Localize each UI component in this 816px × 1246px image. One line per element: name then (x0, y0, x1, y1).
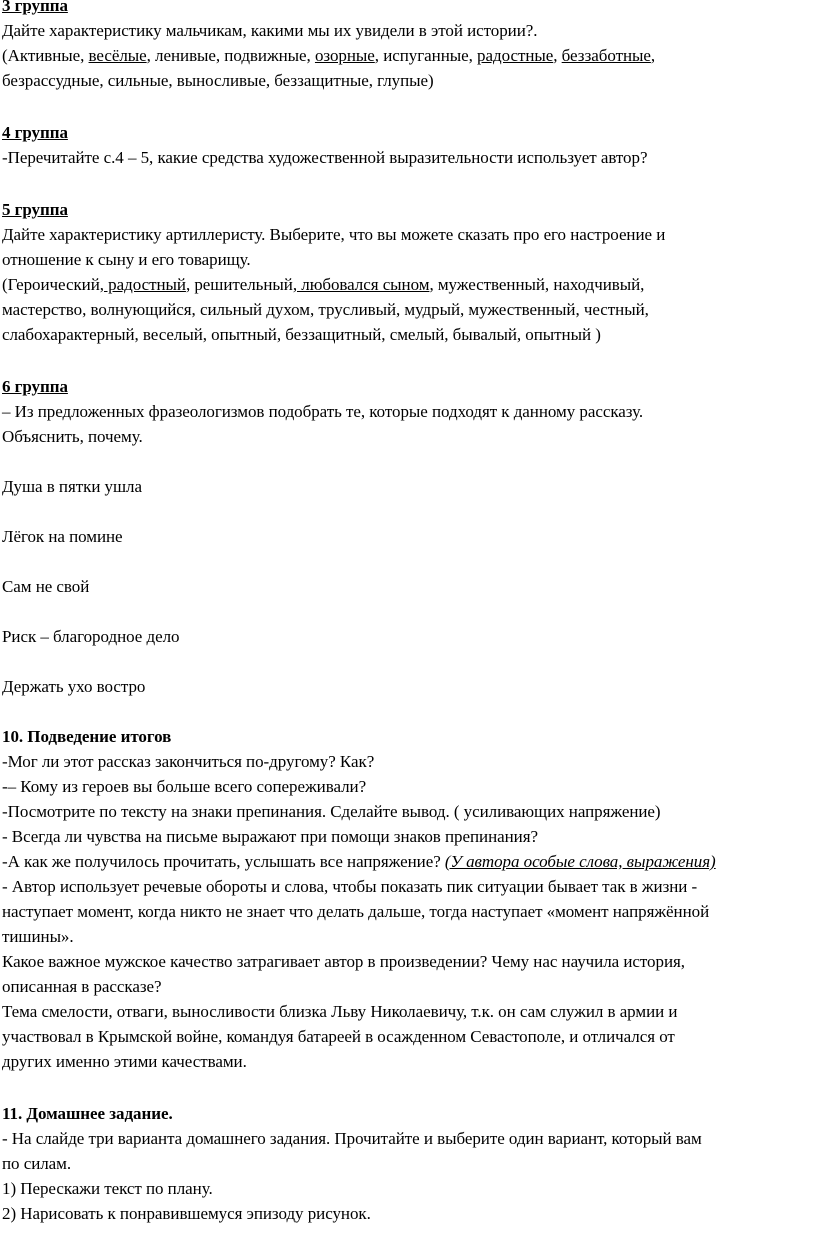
section10-heading: 10. Подведение итогов (2, 727, 172, 746)
section10-paragraph-line: тишины». (2, 927, 74, 946)
idiom-item: Держать ухо востро (2, 677, 146, 696)
underlined-word: , радостный (99, 275, 186, 294)
section10-paragraph-line: Какое важное мужское качество затрагивает автор в произведении? Чему нас научила история, (2, 952, 685, 971)
group4-heading: 4 группа (2, 123, 68, 142)
underlined-word: озорные (314, 46, 375, 65)
idiom-item: Лёгок на помине (2, 527, 123, 546)
section10-question: - Всегда ли чувства на письме выражают при помощи знаков препинания? (2, 827, 538, 846)
group3-options-line1: (Активные, весёлые, ленивые, подвижные, озорные, испуганные, радостные, беззаботные, (2, 46, 656, 65)
underlined-word: , любовался сыном (292, 275, 430, 294)
section10-question: -– Кому из героев вы больше всего сопереживали? (2, 777, 367, 796)
section11-line: - На слайде три варианта домашнего задания. Прочитайте и выберите один вариант, который вам (2, 1129, 702, 1148)
section10-question: -Мог ли этот рассказ закончиться по-другому? Как? (2, 752, 375, 771)
section10-question: -Посмотрите по тексту на знаки препинания. Сделайте вывод. ( усиливающих напряжение) (2, 802, 661, 821)
group5-task-line1: Дайте характеристику артиллеристу. Выберите, что вы можете сказать про его настроение и (2, 225, 666, 244)
section10-question: -А как же получилось прочитать, услышать все напряжение? (У автора особые слова, выражения) (2, 852, 716, 871)
group5-task-line2: отношение к сыну и его товарищу. (2, 250, 251, 269)
section10-paragraph-line: Тема смелости, отваги, выносливости близка Льву Николаевичу, т.к. он сам служил в армии и (2, 1002, 678, 1021)
section10-paragraph-line: наступает момент, когда никто не знает что делать дальше, тогда наступает «момент напряжённой (2, 902, 710, 921)
underlined-word: весёлые (88, 46, 147, 65)
section11-line: по силам. (2, 1154, 72, 1173)
group3-heading: 3 группа (2, 0, 68, 15)
group5-options-line2: мастерство, волнующийся, сильный духом, трусливый, мудрый, мужественный, честный, (2, 300, 649, 319)
underlined-word: радостные (477, 46, 554, 65)
group3-options-line2: безрассудные, сильные, выносливые, беззащитные, глупые) (2, 71, 434, 90)
group5-heading: 5 группа (2, 200, 68, 219)
group4-task: -Перечитайте с.4 – 5, какие средства художественной выразительности использует автор? (2, 148, 648, 167)
section11-heading: 11. Домашнее задание. (2, 1104, 173, 1123)
group3-task: Дайте характеристику мальчикам, какими мы их увидели в этой истории?. (2, 21, 538, 40)
underlined-word: беззаботные (561, 46, 651, 65)
group6-heading: 6 группа (2, 377, 68, 396)
section10-paragraph-line: - Автор использует речевые обороты и слова, чтобы показать пик ситуации бывает так в жизни - (2, 877, 698, 896)
section11-line: 2) Нарисовать к понравившемуся эпизоду рисунок. (2, 1204, 371, 1223)
idiom-item: Душа в пятки ушла (2, 477, 142, 496)
group6-task-line2: Объяснить, почему. (2, 427, 143, 446)
answer-hint: (У автора особые слова, выражения) (444, 852, 716, 871)
group5-options-line1: (Героический, радостный, решительный, любовался сыном, мужественный, находчивый, (2, 275, 645, 294)
idiom-item: Сам не свой (2, 577, 90, 596)
group5-options-line3: слабохарактерный, веселый, опытный, беззащитный, смелый, бывалый, опытный ) (2, 325, 601, 344)
section10-paragraph-line: описанная в рассказе? (2, 977, 162, 996)
section10-paragraph-line: других именно этими качествами. (2, 1052, 247, 1071)
group6-task-line1: – Из предложенных фразеологизмов подобрать те, которые подходят к данному рассказу. (2, 402, 644, 421)
idiom-item: Риск – благородное дело (2, 627, 180, 646)
section11-line: 1) Перескажи текст по плану. (2, 1179, 213, 1198)
section10-paragraph-line: участвовал в Крымской войне, командуя батареей в осажденном Севастополе, и отличался от (2, 1027, 675, 1046)
